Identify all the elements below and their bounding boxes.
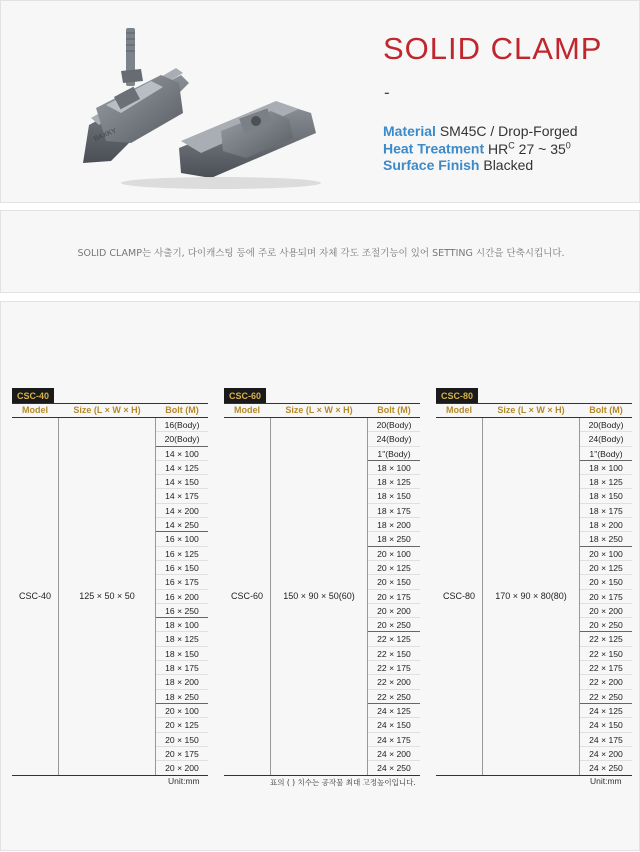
- model-cell: CSC-40: [18, 591, 51, 602]
- photo-brand: BAXKY: [93, 127, 118, 143]
- finish-value: Blacked: [483, 157, 534, 173]
- bolt-cell: 1"(Body): [368, 447, 420, 461]
- bolt-cell: 16 × 150: [156, 561, 208, 575]
- bolt-cell: 22 × 200: [580, 675, 632, 689]
- bolt-cell: 20(Body): [580, 418, 632, 432]
- material-value: SM45C / Drop-Forged: [439, 123, 578, 139]
- bolt-cell: 18 × 200: [156, 675, 208, 689]
- surface-finish-line: [383, 157, 533, 173]
- bolt-cell: 16 × 100: [156, 532, 208, 546]
- bolt-cell: 24 × 150: [580, 718, 632, 732]
- bolt-cell: 20(Body): [368, 418, 420, 432]
- bolt-cell: 18 × 200: [368, 518, 420, 532]
- material-line: [383, 123, 578, 139]
- bolt-cell: 24 × 175: [580, 733, 632, 747]
- bolt-cell: 20 × 150: [580, 575, 632, 589]
- bolt-cell: 18 × 175: [156, 661, 208, 675]
- size-cell: 150 × 90 × 50(60): [270, 418, 368, 775]
- table-header: [436, 403, 632, 418]
- bolt-cell: 20 × 150: [156, 733, 208, 747]
- model-cell: CSC-80: [442, 591, 475, 602]
- unit-label-left: Unit:mm: [168, 776, 200, 786]
- bolt-cell: 22 × 200: [368, 675, 420, 689]
- bolt-cell: 18 × 100: [368, 461, 420, 475]
- bolt-cell: 22 × 150: [368, 647, 420, 661]
- bolt-cell: 16(Body): [156, 418, 208, 432]
- bolt-cell: 22 × 175: [580, 661, 632, 675]
- bolt-cell: 18 × 125: [580, 475, 632, 489]
- material-key: Material: [383, 123, 436, 139]
- table-tag: CSC-60: [224, 388, 266, 403]
- bolt-cell: 20 × 250: [580, 618, 632, 632]
- size-cell: 125 × 50 × 50: [58, 418, 156, 775]
- bolt-cell: 20 × 100: [156, 704, 208, 718]
- header-size: Size (L × W × H): [497, 405, 565, 415]
- unit-label-right: Unit:mm: [590, 776, 622, 786]
- table-body: [224, 418, 420, 776]
- bolt-cell: 18 × 125: [156, 632, 208, 646]
- title-dash: -: [384, 83, 390, 102]
- bolt-cell: 20(Body): [156, 432, 208, 446]
- page-title: SOLID CLAMP: [383, 31, 603, 66]
- bolt-column: [580, 418, 632, 775]
- model-cell: CSC-60: [230, 591, 263, 602]
- bolt-cell: 22 × 150: [580, 647, 632, 661]
- intro-panel: [0, 210, 640, 293]
- clamp-photo: [71, 13, 361, 193]
- bolt-cell: 24 × 250: [377, 763, 411, 774]
- bolt-cell: 20 × 100: [580, 547, 632, 561]
- spec-table-csc-80: [436, 384, 632, 776]
- bolt-cell: 22 × 125: [580, 632, 632, 646]
- bolt-cell: 14 × 100: [156, 447, 208, 461]
- bolt-cell: 20 × 175: [368, 590, 420, 604]
- header-model: Model: [446, 405, 472, 415]
- heat-key: Heat Treatment: [383, 140, 485, 157]
- heat-treatment-line: [383, 140, 571, 157]
- bolt-cell: 18 × 100: [580, 461, 632, 475]
- bolt-cell: 18 × 150: [156, 647, 208, 661]
- bolt-cell: 18 × 150: [580, 489, 632, 503]
- bolt-cell: 20 × 250: [368, 618, 420, 632]
- bolt-cell: 16 × 175: [156, 575, 208, 589]
- bolt-cell: 18 × 150: [368, 489, 420, 503]
- bolt-cell: 18 × 250: [156, 690, 208, 704]
- bolt-cell: 24(Body): [368, 432, 420, 446]
- bolt-cell: 18 × 125: [368, 475, 420, 489]
- bolt-cell: 16 × 200: [156, 590, 208, 604]
- bolt-cell: 20 × 150: [368, 575, 420, 589]
- bolt-cell: 18 × 175: [580, 504, 632, 518]
- bolt-cell: 18 × 100: [156, 618, 208, 632]
- spec-table-csc-40: [12, 384, 208, 776]
- bolt-cell: 14 × 125: [156, 461, 208, 475]
- bolt-cell: 18 × 200: [580, 518, 632, 532]
- bolt-cell: 1"(Body): [580, 447, 632, 461]
- bolt-cell: 24 × 250: [589, 763, 623, 774]
- heat-value: $HR^C$ 27 ~ $35^0$: [488, 140, 571, 157]
- bolt-cell: 20 × 200: [580, 604, 632, 618]
- bolt-cell: 24 × 125: [368, 704, 420, 718]
- table-body: [436, 418, 632, 776]
- bolt-cell: 18 × 250: [580, 532, 632, 546]
- header-bolt: Bolt (M): [377, 405, 411, 415]
- bolt-cell: 24(Body): [580, 432, 632, 446]
- bolt-cell: 24 × 175: [368, 733, 420, 747]
- bolt-cell: 24 × 125: [580, 704, 632, 718]
- bolt-cell: 24 × 200: [368, 747, 420, 761]
- bolt-cell: 20 × 175: [156, 747, 208, 761]
- table-header: [224, 403, 420, 418]
- bolt-cell: 22 × 250: [580, 690, 632, 704]
- bolt-cell: 16 × 250: [156, 604, 208, 618]
- bolt-cell: 18 × 175: [368, 504, 420, 518]
- bolt-cell: 14 × 250: [156, 518, 208, 532]
- table-tag: CSC-80: [436, 388, 478, 403]
- bolt-column: [368, 418, 420, 775]
- size-cell: 170 × 90 × 80(80): [482, 418, 580, 775]
- header-model: Model: [22, 405, 48, 415]
- bolt-cell: 20 × 100: [368, 547, 420, 561]
- bolt-cell: 22 × 250: [368, 690, 420, 704]
- bolt-cell: 14 × 150: [156, 475, 208, 489]
- bolt-cell: 20 × 125: [580, 561, 632, 575]
- header-size: Size (L × W × H): [285, 405, 353, 415]
- spec-table-csc-60: [224, 384, 420, 776]
- header-bolt: Bolt (M): [589, 405, 623, 415]
- bolt-cell: 20 × 125: [368, 561, 420, 575]
- hero-panel: [0, 0, 640, 203]
- table-tag: CSC-40: [12, 388, 54, 403]
- bolt-cell: 18 × 250: [368, 532, 420, 546]
- bolt-cell: 22 × 125: [368, 632, 420, 646]
- finish-key: Surface Finish: [383, 157, 480, 173]
- bolt-cell: 14 × 175: [156, 489, 208, 503]
- bolt-cell: 22 × 175: [368, 661, 420, 675]
- intro-text: SOLID CLAMP는 사출기, 다이캐스팅 등에 주로 사용되며 자체 각도 조절기능이 있어 SETTING 시간을 단축시킵니다.: [77, 248, 565, 259]
- bolt-cell: 20 × 125: [156, 718, 208, 732]
- bolt-column: [156, 418, 208, 775]
- table-body: [12, 418, 208, 776]
- header-size: Size (L × W × H): [73, 405, 141, 415]
- header-bolt: Bolt (M): [165, 405, 199, 415]
- bolt-cell: 16 × 125: [156, 547, 208, 561]
- table-note: 표의 ( ) 치수는 공작물 최대 고정높이입니다.: [270, 778, 416, 787]
- bolt-cell: 24 × 200: [580, 747, 632, 761]
- bolt-cell: 14 × 200: [156, 504, 208, 518]
- bolt-cell: 20 × 200: [165, 763, 199, 774]
- header-model: Model: [234, 405, 260, 415]
- bolt-cell: 24 × 150: [368, 718, 420, 732]
- bolt-cell: 20 × 175: [580, 590, 632, 604]
- table-header: [12, 403, 208, 418]
- bolt-cell: 20 × 200: [368, 604, 420, 618]
